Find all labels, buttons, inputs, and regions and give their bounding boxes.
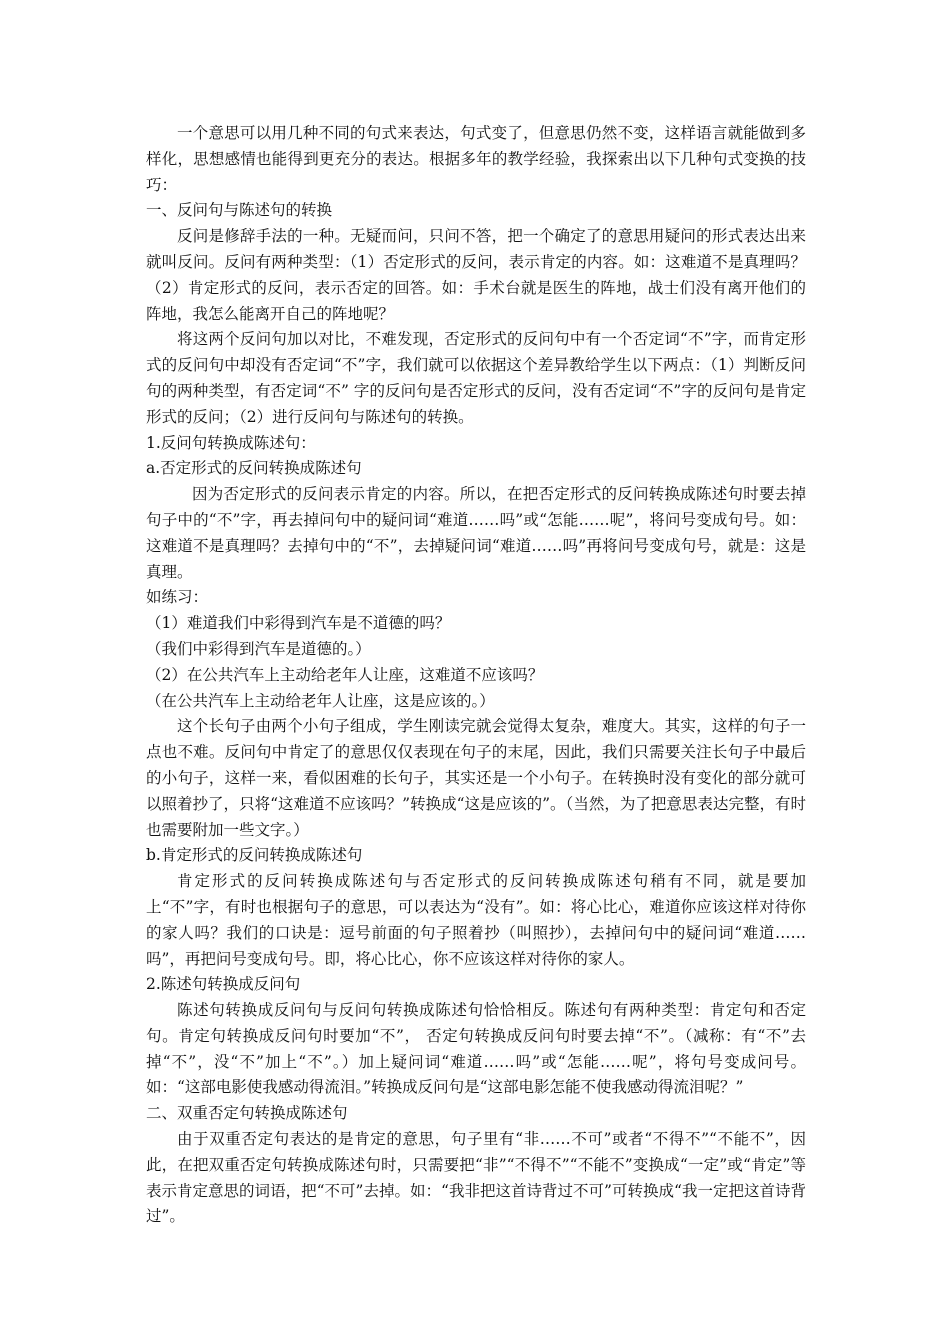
body-paragraph: 陈述句转换成反问句与反问句转换成陈述句恰恰相反。陈述句有两种类型：肯定句和否定句。肯定句转换成反问句时要加“不”， 否定句转换成反问句时要去掉“不”。（减称：有“不”去掉“不”，没“不”加上“不”。）加上疑问词“难道……吗”或“怎能……呢”，将句号变成问号。如：“这部电影使我感动得流泪。”转换成反问句是“这部电影怎能不使我感动得流泪呢？”: [146, 1001, 806, 1097]
body-paragraph: 由于双重否定句表达的是肯定的意思，句子里有“非……不可”或者“不得不”“不能不”，因此，在把双重否定句转换成陈述句时，只需要把“非”“不得不”“不能不”变换成“一定”或“肯定”等表示肯定意思的词语，把“不可”去掉。如：“我非把这首诗背过不可”可转换成“我一定把这首诗背过”。: [146, 1130, 806, 1226]
subheading-1: 1.反问句转换成陈述句：: [146, 433, 316, 452]
intro-paragraph: 一个意思可以用几种不同的句式来表达，句式变了，但意思仍然不变，这样语言就能做到多样化，思想感情也能得到更充分的表达。根据多年的教学经验，我探索出以下几种句式变换的技巧：: [146, 124, 806, 194]
subheading-1a: a.否定形式的反问转换成陈述句: [146, 459, 362, 478]
subheading-1b: b.肯定形式的反问转换成陈述句: [146, 846, 363, 865]
exercise-answer: （在公共汽车上主动给老年人让座，这是应该的。）: [146, 691, 495, 710]
section-heading-2: 二、双重否定句转换成陈述句: [146, 1104, 348, 1123]
body-paragraph: 将这两个反问句加以对比，不难发现，否定形式的反问句中有一个否定词“不”字，而肯定形式的反问句中却没有否定词“不”字，我们就可以依据这个差异教给学生以下两点：（1）判断反问句的两种类型，有否定词“不” 字的反问句是否定形式的反问，没有否定词“不”字的反问句是肯定形式的反问；（2）进行反问句与陈述句的转换。: [146, 330, 806, 426]
subheading-2: 2.陈述句转换成反问句: [146, 975, 301, 994]
body-paragraph: 因为否定形式的反问表示肯定的内容。所以，在把否定形式的反问转换成陈述句时要去掉句子中的“不”字，再去掉问句中的疑问词“难道……吗”或“怎能……呢”，将问号变成句号。如：这难道不是真理吗？去掉句中的“不”，去掉疑问词“难道……吗”再将问号变成句号，就是：这是真理。: [146, 485, 806, 581]
exercise-label: 如练习：: [146, 588, 209, 607]
exercise-answer: （我们中彩得到汽车是道德的。）: [146, 639, 371, 658]
document-page: [146, 121, 806, 1230]
exercise-item: （1）难道我们中彩得到汽车是不道德的吗？: [146, 614, 451, 633]
body-paragraph: 反问是修辞手法的一种。无疑而问，只问不答，把一个确定了的意思用疑问的形式表达出来就叫反问。反问有两种类型：（1）否定形式的反问，表示肯定的内容。如：这难道不是真理吗？（2）肯定形式的反问，表示否定的回答。如：手术台就是医生的阵地，战士们没有离开他们的阵地，我怎么能离开自己的阵地呢？: [146, 227, 806, 323]
body-paragraph: 这个长句子由两个小句子组成，学生刚读完就会觉得太复杂，难度大。其实，这样的句子一点也不难。反问句中肯定了的意思仅仅表现在句子的末尾，因此，我们只需要关注长句子中最后的小句子，这样一来，看似困难的长句子，其实还是一个小句子。在转换时没有变化的部分就可以照着抄了，只将“这难道不应该吗？”转换成“这是应该的”。（当然，为了把意思表达完整，有时也需要附加一些文字。）: [146, 717, 806, 839]
exercise-item: （2）在公共汽车上主动给老年人让座，这难道不应该吗？: [146, 665, 544, 684]
body-paragraph: 肯定形式的反问转换成陈述句与否定形式的反问转换成陈述句稍有不同，就是要加上“不”字，有时也根据句子的意思，可以表达为“没有”。如：将心比心，难道你应该这样对待你的家人吗？我们的口诀是：逗号前面的句子照着抄（叫照抄），去掉问句中的疑问词“难道……吗”，再把问号变成句号。即，将心比心，你不应该这样对待你的家人。: [146, 872, 806, 968]
section-heading-1: 一、反问句与陈述句的转换: [146, 201, 333, 220]
